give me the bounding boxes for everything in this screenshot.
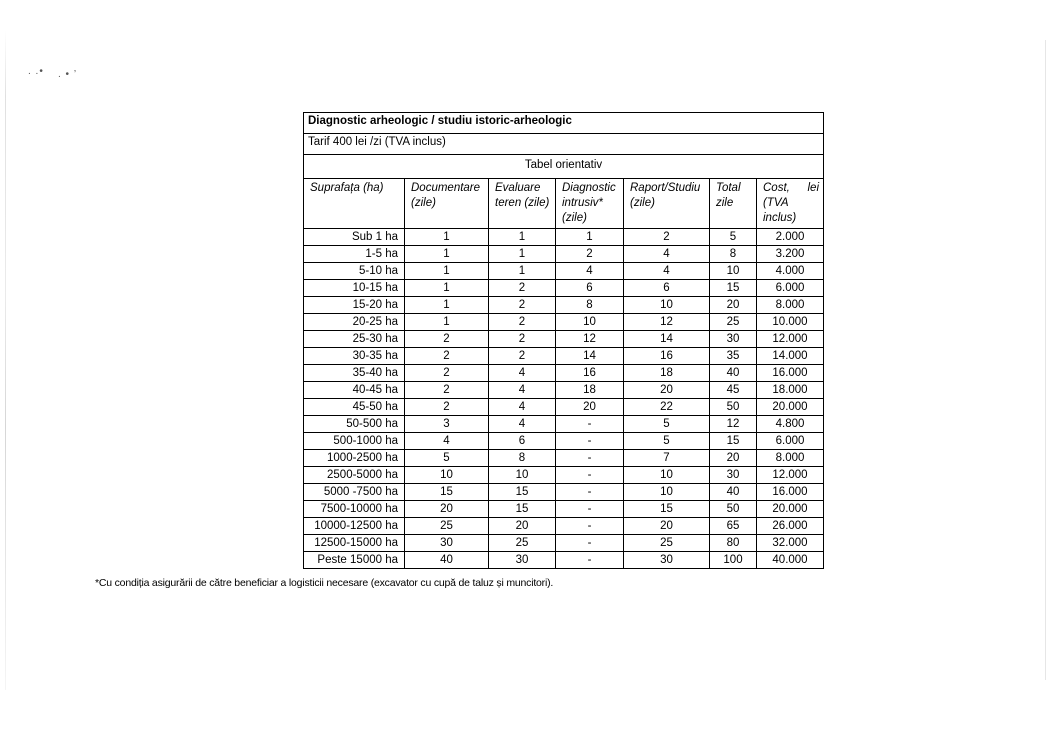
- column-header-report: Raport/Studiu (zile): [624, 179, 710, 229]
- table-row: [304, 501, 824, 518]
- cell-documentation: 1: [405, 280, 489, 297]
- scan-edge-right: [1045, 40, 1046, 680]
- table-row: [304, 297, 824, 314]
- cell-cost: 6.000: [757, 280, 824, 297]
- cell-documentation: 2: [405, 348, 489, 365]
- table-title: Diagnostic arheologic / studiu istoric-arheologic: [304, 113, 824, 134]
- table-row: [304, 365, 824, 382]
- cell-area: 10000-12500 ha: [304, 518, 405, 535]
- cell-documentation: 4: [405, 433, 489, 450]
- cell-cost: 12.000: [757, 331, 824, 348]
- cell-report: 25: [624, 535, 710, 552]
- cell-report: 10: [624, 484, 710, 501]
- cell-intrusive-diagnostic: -: [556, 484, 624, 501]
- cell-field-evaluation: 2: [489, 280, 556, 297]
- cell-area: 10-15 ha: [304, 280, 405, 297]
- cell-cost: 12.000: [757, 467, 824, 484]
- table-row: [304, 552, 824, 569]
- cell-documentation: 1: [405, 314, 489, 331]
- cell-field-evaluation: 2: [489, 297, 556, 314]
- cell-documentation: 30: [405, 535, 489, 552]
- cell-intrusive-diagnostic: -: [556, 535, 624, 552]
- cell-report: 7: [624, 450, 710, 467]
- cell-total-days: 15: [710, 280, 757, 297]
- cell-cost: 2.000: [757, 229, 824, 246]
- cell-field-evaluation: 25: [489, 535, 556, 552]
- table-subtitle: Tabel orientativ: [304, 155, 824, 179]
- cell-documentation: 5: [405, 450, 489, 467]
- cell-total-days: 5: [710, 229, 757, 246]
- cell-total-days: 50: [710, 501, 757, 518]
- cell-field-evaluation: 2: [489, 348, 556, 365]
- cell-area: 500-1000 ha: [304, 433, 405, 450]
- cell-total-days: 15: [710, 433, 757, 450]
- cell-total-days: 100: [710, 552, 757, 569]
- table-row: [304, 382, 824, 399]
- cell-report: 18: [624, 365, 710, 382]
- cell-area: 30-35 ha: [304, 348, 405, 365]
- column-header-total-days: Total zile: [710, 179, 757, 229]
- cell-total-days: 10: [710, 263, 757, 280]
- cell-documentation: 10: [405, 467, 489, 484]
- cell-report: 5: [624, 416, 710, 433]
- cell-field-evaluation: 2: [489, 314, 556, 331]
- cell-total-days: 8: [710, 246, 757, 263]
- cell-documentation: 1: [405, 246, 489, 263]
- cell-documentation: 3: [405, 416, 489, 433]
- cell-area: 40-45 ha: [304, 382, 405, 399]
- cell-cost: 3.200: [757, 246, 824, 263]
- cell-field-evaluation: 10: [489, 467, 556, 484]
- cell-total-days: 20: [710, 450, 757, 467]
- cell-field-evaluation: 6: [489, 433, 556, 450]
- cell-total-days: 45: [710, 382, 757, 399]
- cell-report: 30: [624, 552, 710, 569]
- footnote: *Cu condiția asigurării de către beneficiar a logisticii necesare (excavator cu cupă de taluz și muncitori).: [95, 577, 554, 589]
- cell-documentation: 2: [405, 399, 489, 416]
- cell-field-evaluation: 15: [489, 484, 556, 501]
- cell-area: 35-40 ha: [304, 365, 405, 382]
- cell-report: 6: [624, 280, 710, 297]
- cell-cost: 32.000: [757, 535, 824, 552]
- cell-intrusive-diagnostic: 2: [556, 246, 624, 263]
- cell-field-evaluation: 1: [489, 246, 556, 263]
- cell-area: 5-10 ha: [304, 263, 405, 280]
- cell-intrusive-diagnostic: 18: [556, 382, 624, 399]
- cell-total-days: 35: [710, 348, 757, 365]
- cell-documentation: 2: [405, 331, 489, 348]
- cell-area: 45-50 ha: [304, 399, 405, 416]
- cell-report: 20: [624, 518, 710, 535]
- cell-total-days: 40: [710, 484, 757, 501]
- cell-report: 20: [624, 382, 710, 399]
- table-row: [304, 518, 824, 535]
- cell-intrusive-diagnostic: -: [556, 501, 624, 518]
- cell-report: 22: [624, 399, 710, 416]
- cell-total-days: 30: [710, 467, 757, 484]
- cell-report: 10: [624, 467, 710, 484]
- cell-report: 15: [624, 501, 710, 518]
- cell-report: 5: [624, 433, 710, 450]
- column-header-cost: Cost, lei (TVA inclus): [757, 179, 824, 229]
- cell-cost: 16.000: [757, 484, 824, 501]
- cell-intrusive-diagnostic: 10: [556, 314, 624, 331]
- cell-intrusive-diagnostic: -: [556, 433, 624, 450]
- cell-field-evaluation: 1: [489, 263, 556, 280]
- cell-cost: 10.000: [757, 314, 824, 331]
- cell-documentation: 2: [405, 382, 489, 399]
- cell-documentation: 1: [405, 263, 489, 280]
- cell-documentation: 40: [405, 552, 489, 569]
- cell-field-evaluation: 20: [489, 518, 556, 535]
- cell-total-days: 50: [710, 399, 757, 416]
- cell-documentation: 20: [405, 501, 489, 518]
- column-header-documentation: Documentare (zile): [405, 179, 489, 229]
- cell-cost: 8.000: [757, 297, 824, 314]
- scan-mark: . • ’: [58, 69, 78, 80]
- cell-intrusive-diagnostic: 1: [556, 229, 624, 246]
- cell-cost: 16.000: [757, 365, 824, 382]
- table-header-row: [304, 179, 824, 229]
- cell-documentation: 2: [405, 365, 489, 382]
- table-row: [304, 263, 824, 280]
- cell-cost: 8.000: [757, 450, 824, 467]
- cell-intrusive-diagnostic: -: [556, 552, 624, 569]
- cell-cost: 18.000: [757, 382, 824, 399]
- table-row: [304, 484, 824, 501]
- cell-total-days: 80: [710, 535, 757, 552]
- cell-report: 4: [624, 263, 710, 280]
- cell-total-days: 20: [710, 297, 757, 314]
- tarif-note: Tarif 400 lei /zi (TVA inclus): [304, 134, 824, 155]
- table-row: [304, 280, 824, 297]
- cell-report: 4: [624, 246, 710, 263]
- cell-report: 16: [624, 348, 710, 365]
- cell-field-evaluation: 4: [489, 399, 556, 416]
- cell-intrusive-diagnostic: -: [556, 450, 624, 467]
- cell-total-days: 65: [710, 518, 757, 535]
- cell-report: 12: [624, 314, 710, 331]
- table-row: [304, 535, 824, 552]
- cell-area: 25-30 ha: [304, 331, 405, 348]
- cell-area: 1-5 ha: [304, 246, 405, 263]
- cell-field-evaluation: 4: [489, 382, 556, 399]
- cell-documentation: 15: [405, 484, 489, 501]
- table-row: [304, 348, 824, 365]
- cell-field-evaluation: 2: [489, 331, 556, 348]
- scan-edge-left: [5, 30, 6, 690]
- cell-area: 12500-15000 ha: [304, 535, 405, 552]
- cell-intrusive-diagnostic: -: [556, 518, 624, 535]
- cell-field-evaluation: 8: [489, 450, 556, 467]
- cell-documentation: 1: [405, 229, 489, 246]
- table-row: [304, 331, 824, 348]
- cell-total-days: 12: [710, 416, 757, 433]
- cell-field-evaluation: 30: [489, 552, 556, 569]
- cell-total-days: 25: [710, 314, 757, 331]
- cell-report: 10: [624, 297, 710, 314]
- cell-documentation: 25: [405, 518, 489, 535]
- cell-documentation: 1: [405, 297, 489, 314]
- cell-intrusive-diagnostic: 8: [556, 297, 624, 314]
- table-row: [304, 450, 824, 467]
- pricing-table: [303, 112, 824, 569]
- cell-total-days: 40: [710, 365, 757, 382]
- cell-report: 14: [624, 331, 710, 348]
- cell-intrusive-diagnostic: -: [556, 416, 624, 433]
- cell-field-evaluation: 4: [489, 416, 556, 433]
- cell-cost: 4.800: [757, 416, 824, 433]
- cell-field-evaluation: 4: [489, 365, 556, 382]
- column-header-field-evaluation: Evaluare teren (zile): [489, 179, 556, 229]
- cell-cost: 26.000: [757, 518, 824, 535]
- cell-cost: 6.000: [757, 433, 824, 450]
- cell-report: 2: [624, 229, 710, 246]
- cell-area: Peste 15000 ha: [304, 552, 405, 569]
- cell-area: 7500-10000 ha: [304, 501, 405, 518]
- cell-intrusive-diagnostic: 16: [556, 365, 624, 382]
- cell-total-days: 30: [710, 331, 757, 348]
- cell-area: Sub 1 ha: [304, 229, 405, 246]
- cell-cost: 4.000: [757, 263, 824, 280]
- cell-area: 5000 -7500 ha: [304, 484, 405, 501]
- cell-field-evaluation: 15: [489, 501, 556, 518]
- table-row: [304, 229, 824, 246]
- column-header-area: Suprafața (ha): [304, 179, 405, 229]
- cell-intrusive-diagnostic: 6: [556, 280, 624, 297]
- table-row: [304, 314, 824, 331]
- column-header-intrusive-diagnostic: Diagnostic intrusiv* (zile): [556, 179, 624, 229]
- cell-area: 15-20 ha: [304, 297, 405, 314]
- cell-intrusive-diagnostic: 4: [556, 263, 624, 280]
- cell-intrusive-diagnostic: -: [556, 467, 624, 484]
- cell-area: 20-25 ha: [304, 314, 405, 331]
- cell-cost: 20.000: [757, 399, 824, 416]
- table-row: [304, 246, 824, 263]
- cell-intrusive-diagnostic: 12: [556, 331, 624, 348]
- table-row: [304, 416, 824, 433]
- cell-area: 50-500 ha: [304, 416, 405, 433]
- cell-field-evaluation: 1: [489, 229, 556, 246]
- cell-intrusive-diagnostic: 20: [556, 399, 624, 416]
- table-row: [304, 399, 824, 416]
- scan-mark: . .•: [28, 66, 44, 77]
- cell-cost: 40.000: [757, 552, 824, 569]
- cell-cost: 14.000: [757, 348, 824, 365]
- cell-area: 2500-5000 ha: [304, 467, 405, 484]
- table-row: [304, 433, 824, 450]
- table-row: [304, 467, 824, 484]
- cell-area: 1000-2500 ha: [304, 450, 405, 467]
- cell-intrusive-diagnostic: 14: [556, 348, 624, 365]
- cell-cost: 20.000: [757, 501, 824, 518]
